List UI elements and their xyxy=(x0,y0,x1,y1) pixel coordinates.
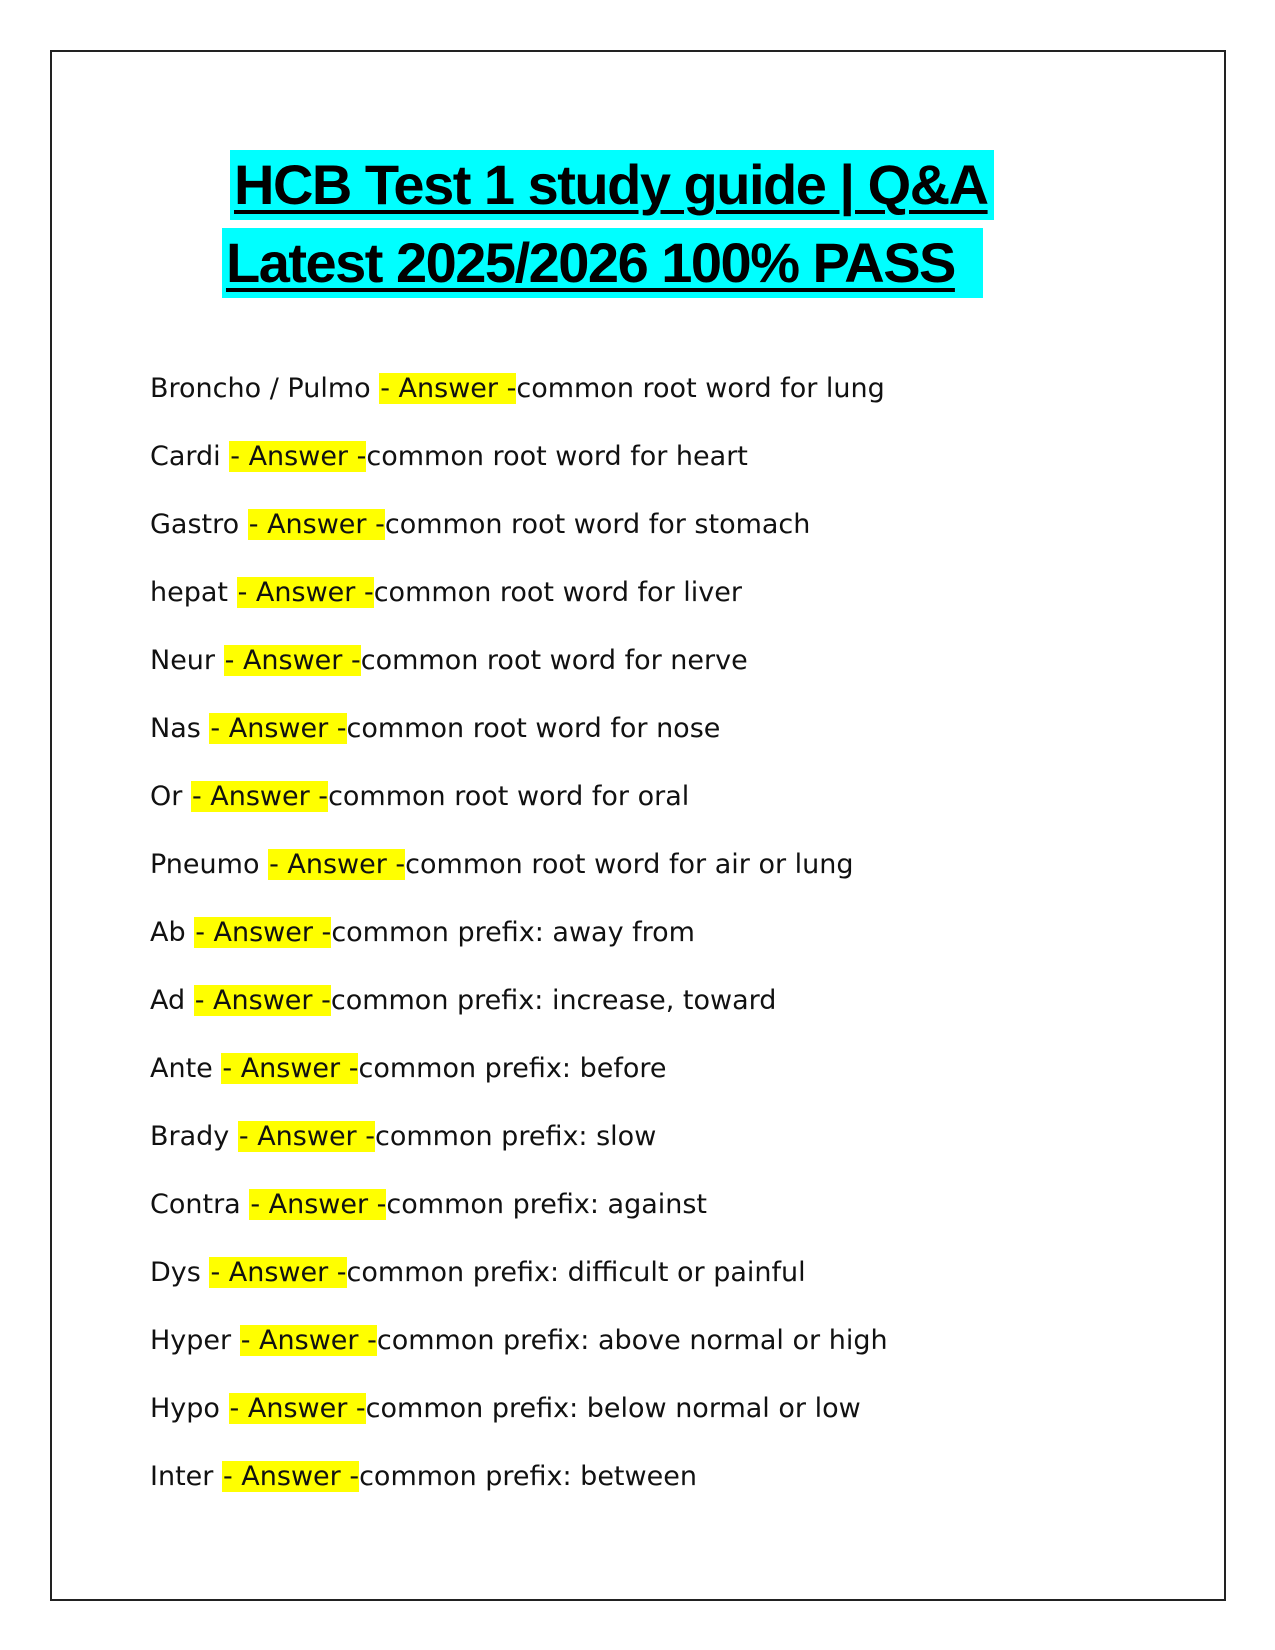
qa-definition: common prefix: before xyxy=(358,1053,667,1084)
qa-item xyxy=(150,1048,1150,1116)
answer-separator: - Answer - xyxy=(224,645,361,676)
qa-item xyxy=(150,844,1150,912)
qa-item xyxy=(150,708,1150,776)
qa-term: Ad xyxy=(150,985,186,1016)
qa-item xyxy=(150,1456,1150,1524)
qa-item xyxy=(150,980,1150,1048)
qa-item xyxy=(150,436,1150,504)
qa-item xyxy=(150,1320,1150,1388)
answer-separator: - Answer - xyxy=(195,917,332,948)
qa-term: Contra xyxy=(150,1189,241,1220)
title-line-2: Latest 2025/2026 100% PASS xyxy=(222,228,983,298)
qa-definition: common prefix: above normal or high xyxy=(376,1325,888,1356)
answer-separator: - Answer - xyxy=(269,849,406,880)
qa-list xyxy=(150,368,1150,1524)
answer-separator: - Answer - xyxy=(210,713,347,744)
title-line-1: HCB Test 1 study guide | Q&A xyxy=(230,150,994,220)
qa-term: Pneumo xyxy=(150,849,260,880)
qa-definition: common root word for nerve xyxy=(360,645,748,676)
qa-definition: common root word for air or lung xyxy=(405,849,854,880)
answer-separator: - Answer - xyxy=(191,781,329,812)
qa-item xyxy=(150,1116,1150,1184)
qa-term: Inter xyxy=(150,1461,214,1492)
qa-item xyxy=(150,572,1150,640)
qa-definition: common prefix: difficult or painful xyxy=(346,1257,806,1288)
qa-item xyxy=(150,368,1150,436)
answer-separator: - Answer - xyxy=(380,373,517,404)
qa-definition: common prefix: below normal or low xyxy=(365,1393,861,1424)
answer-separator: - Answer - xyxy=(237,577,374,608)
qa-term: Neur xyxy=(150,645,216,676)
qa-definition: common root word for heart xyxy=(366,441,748,472)
answer-separator: - Answer - xyxy=(250,1189,387,1220)
qa-definition: common root word for liver xyxy=(373,577,742,608)
answer-separator: - Answer - xyxy=(222,1461,360,1492)
qa-definition: common root word for lung xyxy=(516,373,885,404)
qa-item xyxy=(150,1388,1150,1456)
qa-definition: common prefix: increase, toward xyxy=(330,985,777,1016)
qa-item xyxy=(150,504,1150,572)
qa-term: hepat xyxy=(150,577,228,608)
qa-term: Brady xyxy=(150,1121,230,1152)
qa-definition: common root word for stomach xyxy=(384,509,811,540)
qa-item xyxy=(150,776,1150,844)
qa-term: Or xyxy=(150,781,183,812)
qa-term: Dys xyxy=(150,1257,201,1288)
qa-term: Hyper xyxy=(150,1325,232,1356)
answer-separator: - Answer - xyxy=(248,509,385,540)
answer-separator: - Answer - xyxy=(230,441,367,472)
qa-term: Cardi xyxy=(150,441,221,472)
answer-separator: - Answer - xyxy=(210,1257,347,1288)
answer-separator: - Answer - xyxy=(240,1325,377,1356)
qa-item xyxy=(150,912,1150,980)
answer-separator: - Answer - xyxy=(238,1121,375,1152)
qa-term: Ab xyxy=(150,917,186,948)
answer-separator: - Answer - xyxy=(222,1053,359,1084)
answer-separator: - Answer - xyxy=(229,1393,366,1424)
qa-term: Nas xyxy=(150,713,201,744)
qa-definition: common prefix: between xyxy=(359,1461,697,1492)
qa-item xyxy=(150,1252,1150,1320)
qa-definition: common prefix: against xyxy=(386,1189,708,1220)
qa-term: Gastro xyxy=(150,509,240,540)
qa-item xyxy=(150,640,1150,708)
qa-term: Broncho / Pulmo xyxy=(150,373,371,404)
answer-separator: - Answer - xyxy=(194,985,331,1016)
qa-definition: common prefix: slow xyxy=(375,1121,657,1152)
qa-item xyxy=(150,1184,1150,1252)
qa-definition: common root word for oral xyxy=(328,781,690,812)
qa-definition: common prefix: away from xyxy=(331,917,695,948)
qa-definition: common root word for nose xyxy=(346,713,721,744)
qa-term: Hypo xyxy=(150,1393,220,1424)
qa-term: Ante xyxy=(150,1053,213,1084)
document-title xyxy=(200,150,1080,306)
